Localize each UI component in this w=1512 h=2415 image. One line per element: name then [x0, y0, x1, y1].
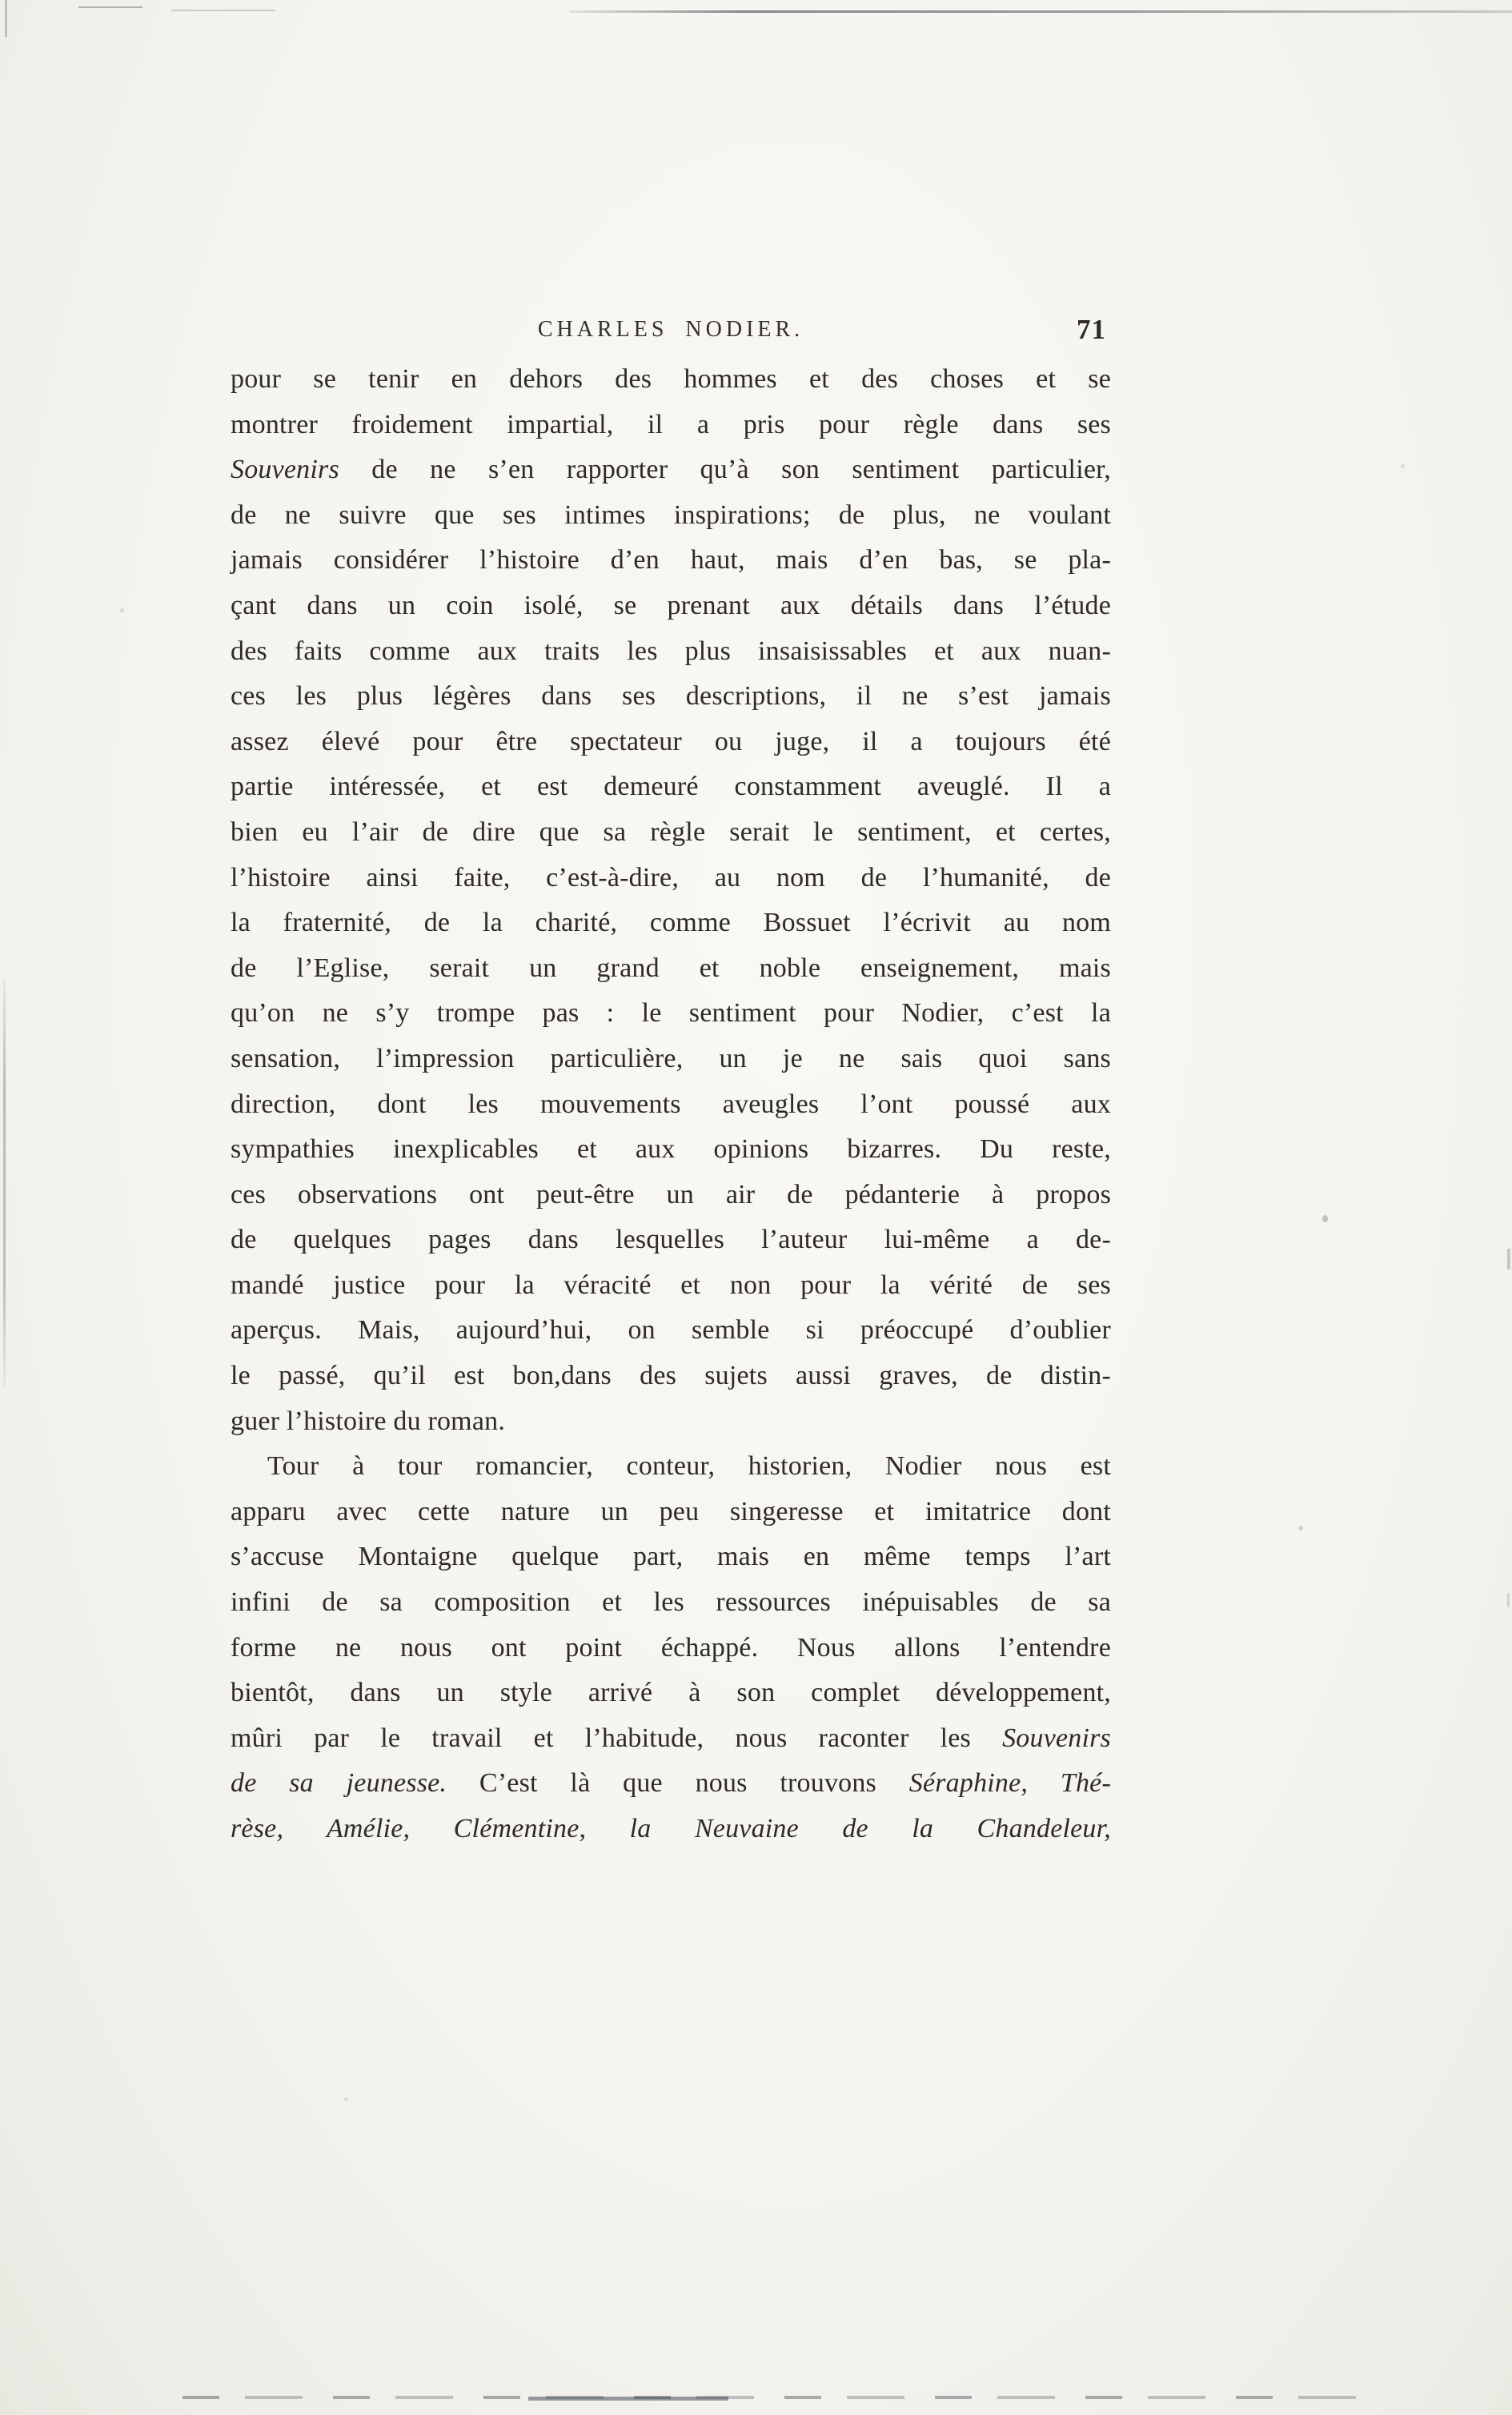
- italic-text-segment: rèse, Amélie, Clémentine, la Neuvaine de la Chandeleur,: [231, 1814, 1111, 1843]
- italic-text-segment: Souvenirs: [231, 455, 339, 485]
- text-line: [231, 1671, 1111, 1716]
- text-segment: assez élevé pour être spectateur ou juge, il a toujours été: [231, 726, 1111, 756]
- scan-artifact-speck: [120, 608, 124, 612]
- text-segment: partie intéressée, et est demeuré constamment aveuglé. Il a: [231, 772, 1111, 802]
- scan-artifact-bottom-rule-dark: [528, 2397, 728, 2401]
- text-segment: forme ne nous ont point échappé. Nous allons l’entendre: [231, 1632, 1111, 1663]
- text-line: [231, 403, 1111, 448]
- text-line: [231, 1399, 1111, 1445]
- text-line: [231, 1716, 1111, 1762]
- text-line: [231, 629, 1111, 675]
- text-line: [231, 991, 1111, 1037]
- text-line: [231, 1173, 1111, 1218]
- text-line: [231, 1580, 1111, 1626]
- text-line: [231, 1807, 1111, 1852]
- text-line: [231, 1490, 1111, 1535]
- scan-artifact-speck: [1298, 1526, 1303, 1530]
- text-line: [231, 674, 1111, 720]
- text-line: [231, 856, 1111, 901]
- scan-artifact-top-dash: [171, 10, 275, 11]
- text-segment: direction, dont les mouvements aveugles l’ont poussé aux: [231, 1089, 1111, 1119]
- text-segment: bientôt, dans un style arrivé à son complet développement,: [231, 1678, 1111, 1708]
- text-segment: çant dans un coin isolé, se prenant aux détails dans l’étude: [231, 590, 1111, 620]
- text-segment: l’histoire ainsi faite, c’est-à-dire, au nom de l’humanité, de: [231, 862, 1111, 893]
- text-segment: qu’on ne s’y trompe pas : le sentiment pour Nodier, c’est la: [231, 998, 1111, 1029]
- text-block: [231, 357, 1111, 1852]
- scan-artifact-left-rule: [3, 978, 6, 1386]
- scan-artifact-top-dash: [78, 6, 142, 8]
- text-segment: la fraternité, de la charité, comme Bossuet l’écrivit au nom: [231, 908, 1111, 938]
- text-segment: de ne suivre que ses intimes inspirations; de plus, ne voulant: [231, 499, 1111, 530]
- text-line: [231, 538, 1111, 584]
- scan-artifact-speck: [344, 2097, 348, 2101]
- text-line: [231, 1354, 1111, 1399]
- text-line: [231, 1626, 1111, 1671]
- text-segment: apparu avec cette nature un peu singeresse et imitatrice dont: [231, 1496, 1111, 1526]
- italic-text-segment: Séraphine, Thé-: [908, 1768, 1111, 1799]
- text-segment: s’accuse Montaigne quelque part, mais en même temps l’art: [231, 1542, 1111, 1572]
- text-line: [231, 720, 1111, 765]
- text-line: [231, 1218, 1111, 1263]
- scan-artifact-bottom-rule: [182, 2396, 1367, 2399]
- scan-artifact-right-tick: [1507, 1249, 1510, 1270]
- scan-artifact-corner-mark: [5, 0, 7, 37]
- text-segment: jamais considérer l’histoire d’en haut, mais d’en bas, se pla-: [231, 545, 1111, 576]
- text-segment: de ne s’en rapporter qu’à son sentiment particulier,: [339, 455, 1111, 485]
- text-line: [231, 1444, 1111, 1490]
- text-segment: ces les plus légères dans ses descriptions, il ne s’est jamais: [231, 681, 1111, 712]
- scan-artifact-speck: [1401, 464, 1405, 468]
- text-segment: de quelques pages dans lesquelles l’auteur lui-même a de-: [231, 1225, 1111, 1255]
- text-segment: Tour à tour romancier, conteur, historien, Nodier nous est: [267, 1451, 1111, 1482]
- text-segment: ces observations ont peut-être un air de pédanterie à propos: [231, 1179, 1111, 1210]
- text-line: [231, 946, 1111, 992]
- text-segment: de l’Eglise, serait un grand et noble enseignement, mais: [231, 953, 1111, 983]
- scan-artifact-top-line: [570, 10, 1512, 13]
- text-line: [231, 1263, 1111, 1309]
- text-segment: sympathies inexplicables et aux opinions bizarres. Du reste,: [231, 1134, 1111, 1165]
- page-title: CHARLES NODIER.: [537, 317, 804, 342]
- text-segment: aperçus. Mais, aujourd’hui, on semble si préoccupé d’oublier: [231, 1315, 1111, 1346]
- page-number: 71: [1077, 314, 1106, 345]
- text-line: [231, 901, 1111, 946]
- italic-text-segment: Souvenirs: [1002, 1723, 1111, 1753]
- text-segment: montrer froidement impartial, il a pris pour règle dans ses: [231, 409, 1111, 439]
- text-line: [231, 810, 1111, 856]
- text-line: [231, 764, 1111, 810]
- scan-artifact-speck: [1322, 1215, 1328, 1222]
- text-line: [231, 1761, 1111, 1807]
- text-line: [231, 1082, 1111, 1128]
- running-head: [231, 314, 1111, 352]
- text-segment: sensation, l’impression particulière, un je ne sais quoi sans: [231, 1043, 1111, 1073]
- text-line: [231, 1534, 1111, 1580]
- text-segment: infini de sa composition et les ressources inépuisables de sa: [231, 1587, 1111, 1618]
- text-line: [231, 1037, 1111, 1082]
- text-segment: des faits comme aux traits les plus insaisissables et aux nuan-: [231, 636, 1111, 666]
- text-segment: C’est là que nous trouvons: [447, 1768, 909, 1799]
- text-segment: bien eu l’air de dire que sa règle serait le sentiment, et certes,: [231, 816, 1111, 847]
- text-line: [231, 357, 1111, 403]
- text-line: [231, 1308, 1111, 1354]
- text-line: [231, 1127, 1111, 1173]
- text-segment: mûri par le travail et l’habitude, nous raconter les: [231, 1723, 1003, 1753]
- text-line: [231, 447, 1111, 493]
- text-segment: pour se tenir en dehors des hommes et des choses et se: [231, 364, 1111, 394]
- text-line: [231, 584, 1111, 629]
- text-segment: guer l’histoire du roman.: [231, 1406, 506, 1436]
- scan-artifact-right-tick: [1507, 1593, 1510, 1607]
- italic-text-segment: de sa jeunesse.: [231, 1768, 447, 1799]
- text-segment: le passé, qu’il est bon,dans des sujets aussi graves, de distin-: [231, 1361, 1111, 1391]
- text-line: [231, 493, 1111, 539]
- text-segment: mandé justice pour la véracité et non pour la vérité de ses: [231, 1270, 1111, 1300]
